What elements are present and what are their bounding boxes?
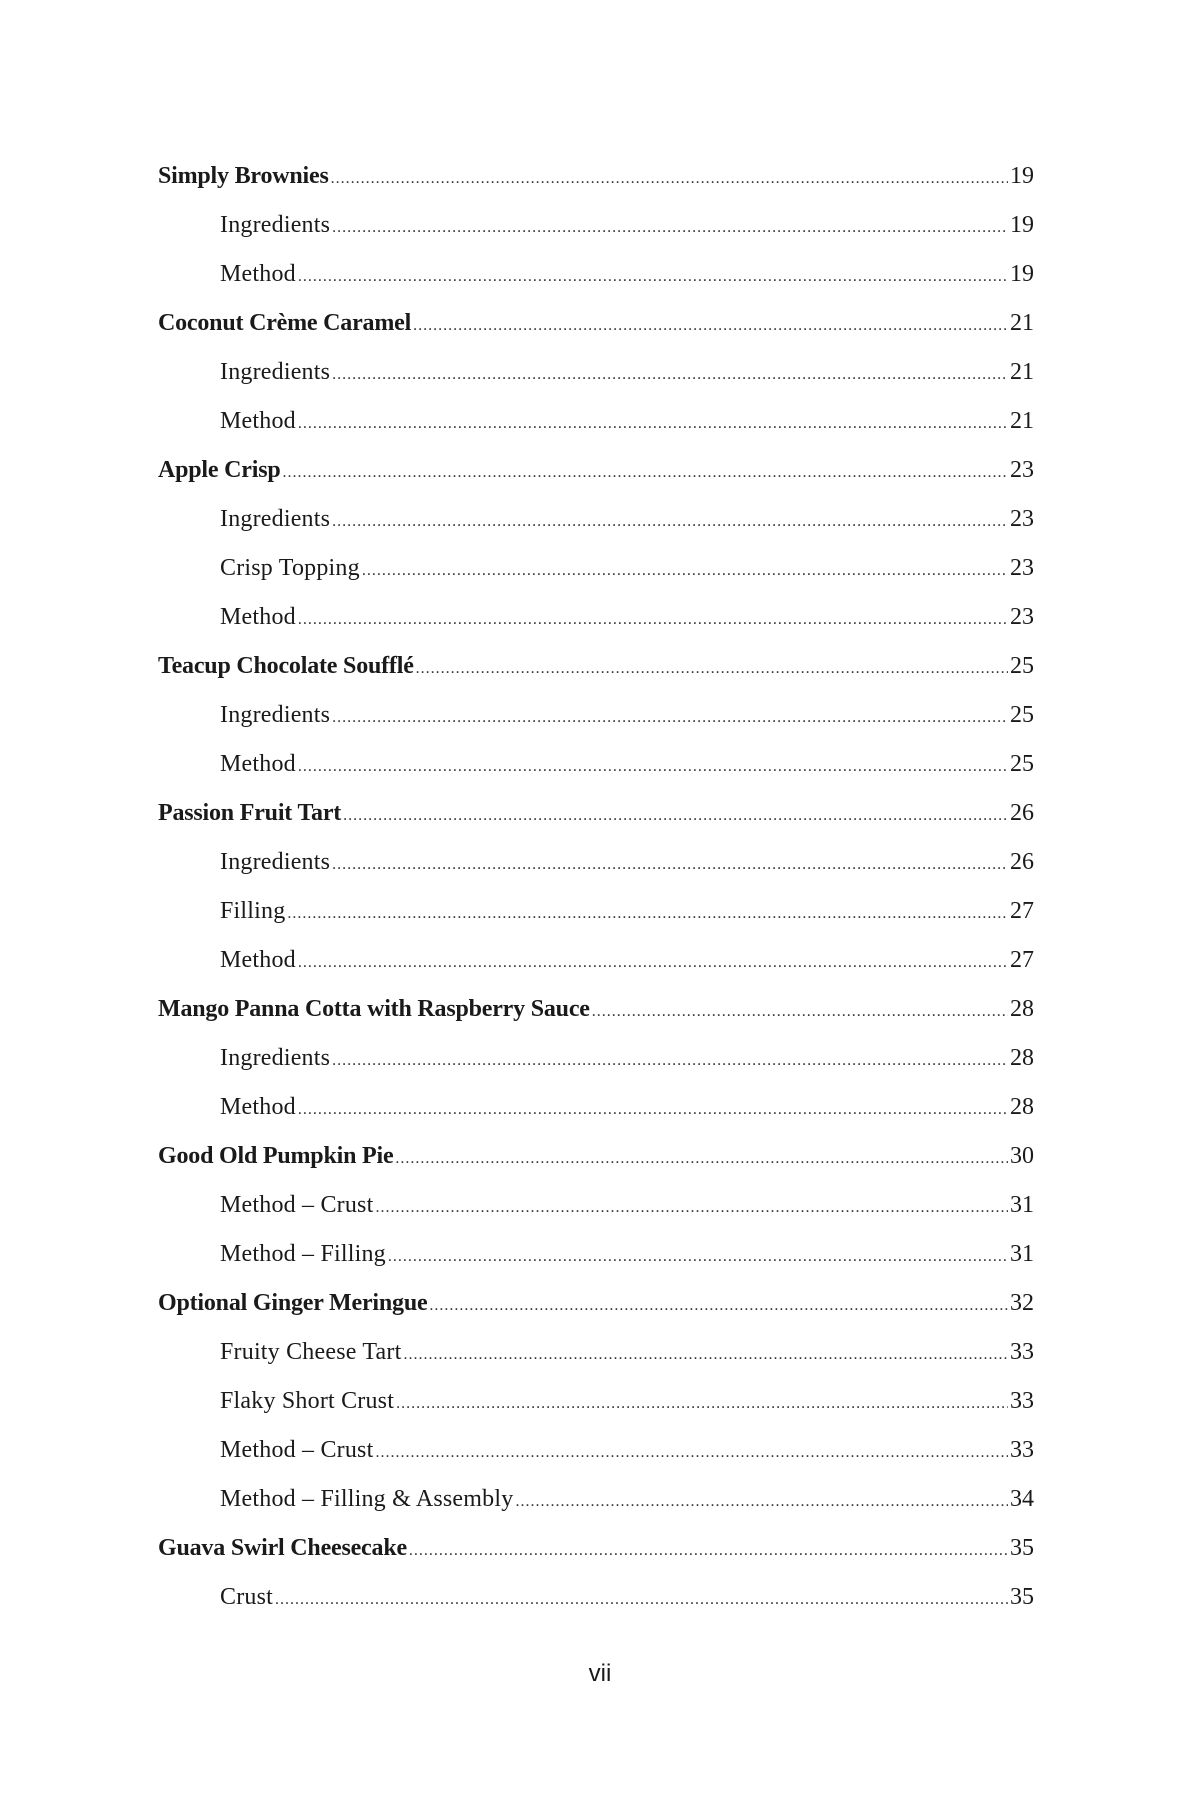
toc-entry-page-number: 28 (1010, 1045, 1034, 1071)
toc-dot-leader (298, 742, 1008, 791)
toc-entry-title: Ingredients (220, 849, 331, 875)
toc-entry-title: Method – Filling & Assembly (220, 1486, 514, 1512)
toc-entry-page-number: 19 (1010, 261, 1034, 287)
toc-entry-title: Crisp Topping (220, 555, 360, 581)
toc-chapter-entry[interactable] (158, 152, 1034, 201)
toc-entry-page-number: 28 (1010, 996, 1034, 1022)
toc-section-entry[interactable] (158, 740, 1034, 789)
toc-entry-page-number: 19 (1010, 163, 1034, 189)
toc-section-entry[interactable] (158, 887, 1034, 936)
toc-entry-page-number: 25 (1010, 751, 1034, 777)
toc-section-entry[interactable] (158, 691, 1034, 740)
toc-section-entry[interactable] (158, 1475, 1034, 1524)
toc-entry-page-number: 23 (1010, 457, 1034, 483)
toc-entry-page-number: 28 (1010, 1094, 1034, 1120)
toc-entry-page-number: 23 (1010, 506, 1034, 532)
toc-dot-leader (388, 1232, 1008, 1281)
toc-dot-leader (429, 1281, 1008, 1330)
toc-dot-leader (395, 1134, 1008, 1183)
toc-entry-title: Method (220, 261, 296, 287)
toc-entry-page-number: 33 (1010, 1388, 1034, 1414)
toc-entry-title: Mango Panna Cotta with Raspberry Sauce (158, 996, 590, 1022)
toc-entry-title: Method (220, 604, 296, 630)
toc-entry-title: Ingredients (220, 212, 331, 238)
toc-entry-page-number: 27 (1010, 947, 1034, 973)
toc-entry-page-number: 21 (1010, 359, 1034, 385)
toc-section-entry[interactable] (158, 1034, 1034, 1083)
table-of-contents (158, 152, 1034, 1622)
toc-entry-title: Method (220, 751, 296, 777)
toc-entry-page-number: 31 (1010, 1241, 1034, 1267)
toc-dot-leader (298, 938, 1008, 987)
toc-entry-page-number: 26 (1010, 849, 1034, 875)
toc-dot-leader (298, 595, 1008, 644)
toc-entry-title: Guava Swirl Cheesecake (158, 1535, 407, 1561)
toc-dot-leader (298, 1085, 1008, 1134)
toc-section-entry[interactable] (158, 936, 1034, 985)
toc-entry-title: Method – Filling (220, 1241, 386, 1267)
toc-entry-title: Method – Crust (220, 1192, 374, 1218)
toc-dot-leader (332, 203, 1008, 252)
toc-entry-page-number: 33 (1010, 1339, 1034, 1365)
toc-dot-leader (283, 448, 1009, 497)
toc-entry-title: Simply Brownies (158, 163, 329, 189)
toc-entry-title: Passion Fruit Tart (158, 800, 342, 826)
toc-entry-title: Method (220, 408, 296, 434)
toc-entry-page-number: 35 (1010, 1535, 1034, 1561)
toc-dot-leader (298, 252, 1008, 301)
toc-chapter-entry[interactable] (158, 1279, 1034, 1328)
toc-dot-leader (515, 1477, 1008, 1526)
toc-dot-leader (375, 1428, 1008, 1477)
toc-entry-title: Ingredients (220, 506, 331, 532)
toc-dot-leader (362, 546, 1008, 595)
toc-entry-page-number: 32 (1010, 1290, 1034, 1316)
toc-section-entry[interactable] (158, 348, 1034, 397)
toc-entry-title: Crust (220, 1584, 274, 1610)
toc-entry-title: Filling (220, 898, 286, 924)
toc-chapter-entry[interactable] (158, 1524, 1034, 1573)
toc-dot-leader (331, 154, 1008, 203)
toc-entry-title: Apple Crisp (158, 457, 281, 483)
toc-section-entry[interactable] (158, 201, 1034, 250)
toc-section-entry[interactable] (158, 1083, 1034, 1132)
toc-chapter-entry[interactable] (158, 642, 1034, 691)
toc-section-entry[interactable] (158, 1328, 1034, 1377)
toc-dot-leader (409, 1526, 1008, 1575)
toc-entry-page-number: 34 (1010, 1486, 1034, 1512)
page-number: vii (588, 1660, 612, 1687)
toc-dot-leader (332, 497, 1008, 546)
toc-dot-leader (396, 1379, 1008, 1428)
toc-dot-leader (332, 1036, 1008, 1085)
toc-entry-title: Method (220, 947, 296, 973)
toc-entry-page-number: 23 (1010, 555, 1034, 581)
toc-entry-title: Fruity Cheese Tart (220, 1339, 402, 1365)
toc-section-entry[interactable] (158, 495, 1034, 544)
toc-chapter-entry[interactable] (158, 985, 1034, 1034)
toc-dot-leader (416, 644, 1008, 693)
toc-section-entry[interactable] (158, 397, 1034, 446)
toc-dot-leader (332, 840, 1008, 889)
toc-dot-leader (375, 1183, 1008, 1232)
toc-section-entry[interactable] (158, 1181, 1034, 1230)
toc-dot-leader (403, 1330, 1008, 1379)
toc-section-entry[interactable] (158, 593, 1034, 642)
toc-dot-leader (298, 399, 1008, 448)
toc-entry-title: Method – Crust (220, 1437, 374, 1463)
toc-entry-page-number: 33 (1010, 1437, 1034, 1463)
toc-entry-title: Coconut Crème Caramel (158, 310, 412, 336)
toc-entry-page-number: 35 (1010, 1584, 1034, 1610)
toc-chapter-entry[interactable] (158, 1132, 1034, 1181)
toc-entry-title: Ingredients (220, 702, 331, 728)
toc-chapter-entry[interactable] (158, 446, 1034, 495)
toc-entry-title: Good Old Pumpkin Pie (158, 1143, 394, 1169)
toc-entry-page-number: 25 (1010, 702, 1034, 728)
toc-dot-leader (332, 350, 1008, 399)
toc-entry-page-number: 27 (1010, 898, 1034, 924)
toc-section-entry[interactable] (158, 544, 1034, 593)
toc-section-entry[interactable] (158, 250, 1034, 299)
toc-entry-page-number: 23 (1010, 604, 1034, 630)
toc-entry-title: Teacup Chocolate Soufflé (158, 653, 414, 679)
toc-entry-title: Ingredients (220, 359, 331, 385)
toc-entry-page-number: 30 (1010, 1143, 1034, 1169)
toc-section-entry[interactable] (158, 838, 1034, 887)
toc-entry-page-number: 21 (1010, 408, 1034, 434)
toc-dot-leader (287, 889, 1008, 938)
toc-section-entry[interactable] (158, 1573, 1034, 1622)
toc-section-entry[interactable] (158, 1426, 1034, 1475)
toc-entry-page-number: 25 (1010, 653, 1034, 679)
toc-dot-leader (413, 301, 1008, 350)
toc-chapter-entry[interactable] (158, 789, 1034, 838)
toc-dot-leader (343, 791, 1008, 840)
toc-entry-page-number: 31 (1010, 1192, 1034, 1218)
toc-section-entry[interactable] (158, 1230, 1034, 1279)
toc-entry-page-number: 19 (1010, 212, 1034, 238)
toc-chapter-entry[interactable] (158, 299, 1034, 348)
toc-dot-leader (592, 987, 1008, 1036)
toc-entry-page-number: 26 (1010, 800, 1034, 826)
toc-entry-title: Optional Ginger Meringue (158, 1290, 428, 1316)
toc-dot-leader (332, 693, 1008, 742)
toc-entry-title: Method (220, 1094, 296, 1120)
toc-entry-title: Flaky Short Crust (220, 1388, 395, 1414)
toc-section-entry[interactable] (158, 1377, 1034, 1426)
toc-entry-page-number: 21 (1010, 310, 1034, 336)
toc-dot-leader (275, 1575, 1008, 1624)
toc-entry-title: Ingredients (220, 1045, 331, 1071)
